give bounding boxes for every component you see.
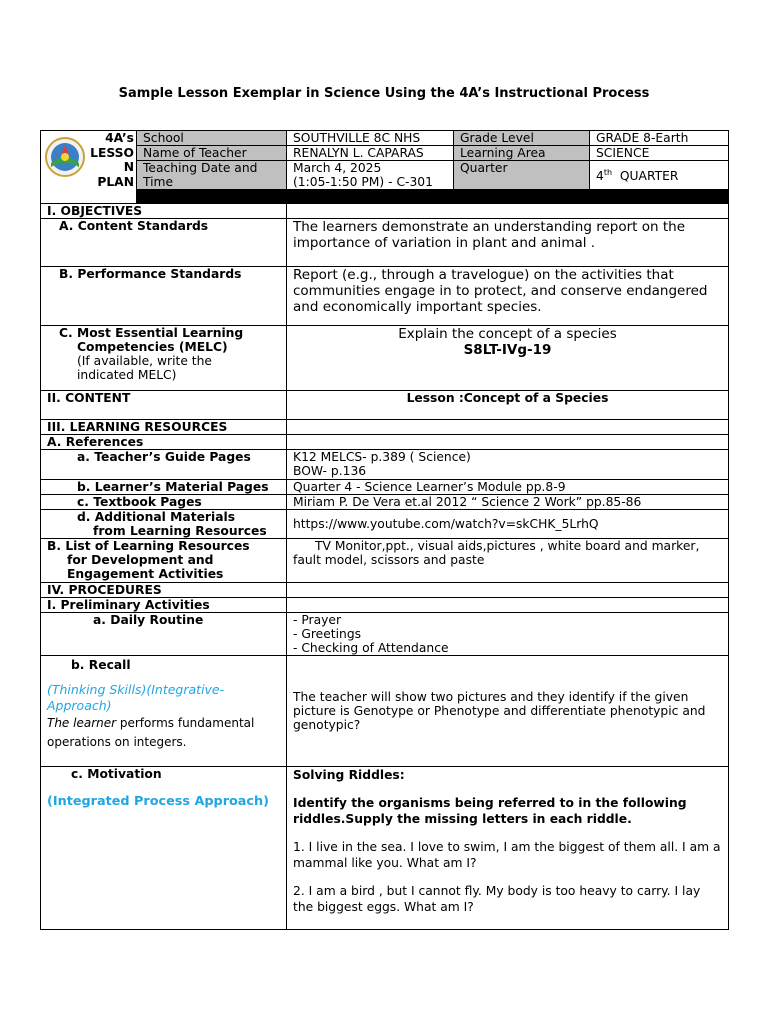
melc-value: Explain the concept of a species S8LT-IVg-19 [287,326,729,391]
objectives-heading: I. OBJECTIVES [41,204,287,219]
additional-materials-link[interactable]: https://www.youtube.com/watch?v=skCHK_5LrhQ [287,510,729,539]
recall-label: b. Recall (Thinking Skills)(Integrative- Approach) The learner performs fundamental operations on integers. [41,656,287,767]
learning-area-label: Learning Area [454,146,590,161]
school-logo-icon [45,137,85,177]
references-label: A. References [41,435,287,450]
teachers-guide-label: a. Teacher’s Guide Pages [41,450,287,480]
additional-materials-label: d. Additional Materials from Learning Resources [41,510,287,539]
content-heading: II. CONTENT [41,391,287,420]
grade-level-label: Grade Level [454,131,590,146]
blank-cell [287,435,729,450]
lesson-plan-table [40,130,729,930]
procedures-heading: IV. PROCEDURES [41,583,287,598]
daily-routine-list [287,613,729,656]
quarter-value: 4th QUARTER [590,161,729,190]
blank-cell [287,598,729,613]
daily-routine-label: a. Daily Routine [41,613,287,656]
daily-routine-item: - Checking of Attendance [293,641,449,655]
learning-area-value: SCIENCE [590,146,729,161]
blank-cell [287,583,729,598]
learning-resources-heading: III. LEARNING RESOURCES [41,420,287,435]
list-resources-value: TV Monitor,ppt., visual aids,pictures , white board and marker, fault model, scissors and paste [287,539,729,583]
melc-label: C. Most Essential Learning Competencies (MELC) (If available, write the indicated MELC) [41,326,287,391]
school-label: School [137,131,287,146]
preliminary-activities-label: I. Preliminary Activities [41,598,287,613]
content-standards-value: The learners demonstrate an understanding report on the importance of variation in plant and animal . [287,219,729,267]
black-separator [41,190,729,204]
performance-standards-value: Report (e.g., through a travelogue) on the activities that communities engage in to protect, and conserve endangered and economically important species. [287,267,729,326]
learners-material-label: b. Learner’s Material Pages [41,480,287,495]
list-resources-label: B. List of Learning Resources for Development and Engagement Activities [41,539,287,583]
teacher-value: RENALYN L. CAPARAS [287,146,454,161]
teaching-date-value: March 4, 2025 (1:05-1:50 PM) - C-301 [287,161,454,190]
document-title: Sample Lesson Exemplar in Science Using the 4A’s Instructional Process [118,86,650,101]
logo-text: 4A’s LESSO N PLAN [90,131,134,189]
textbook-label: c. Textbook Pages [41,495,287,510]
lesson-title: Lesson :Concept of a Species [287,391,729,420]
blank-cell [287,420,729,435]
textbook-value: Miriam P. De Vera et.al 2012 “ Science 2 Work” pp.85-86 [287,495,729,510]
objectives-heading-blank [287,204,729,219]
performance-standards-label: B. Performance Standards [41,267,287,326]
daily-routine-item: - Greetings [293,627,362,641]
grade-level-value: GRADE 8-Earth [590,131,729,146]
motivation-label: c. Motivation (Integrated Process Approach) [41,767,287,930]
recall-value: The teacher will show two pictures and they identify if the given picture is Genotype or Phenotype and differentiate phenotypic and genotypic? [287,656,729,767]
daily-routine-item: - Prayer [293,613,342,627]
teaching-date-label: Teaching Date and Time [137,161,287,190]
quarter-label: Quarter [454,161,590,190]
school-value: SOUTHVILLE 8C NHS [287,131,454,146]
learners-material-value: Quarter 4 - Science Learner’s Module pp.8-9 [287,480,729,495]
logo-cell [41,131,137,204]
teacher-label: Name of Teacher [137,146,287,161]
teachers-guide-value: K12 MELCS- p.389 ( Science) BOW- p.136 [287,450,729,480]
content-standards-label: A. Content Standards [41,219,287,267]
motivation-value: Solving Riddles: Identify the organisms being referred to in the following riddles.Supply the missing letters in each riddle. 1. I live in the sea. I love to swim, I am the biggest of them all. I am a mammal like you. What am I? 2. I am a bird , but I cannot fly. My body is too heavy to carry. I lay the biggest eggs. What am I? [287,767,729,930]
